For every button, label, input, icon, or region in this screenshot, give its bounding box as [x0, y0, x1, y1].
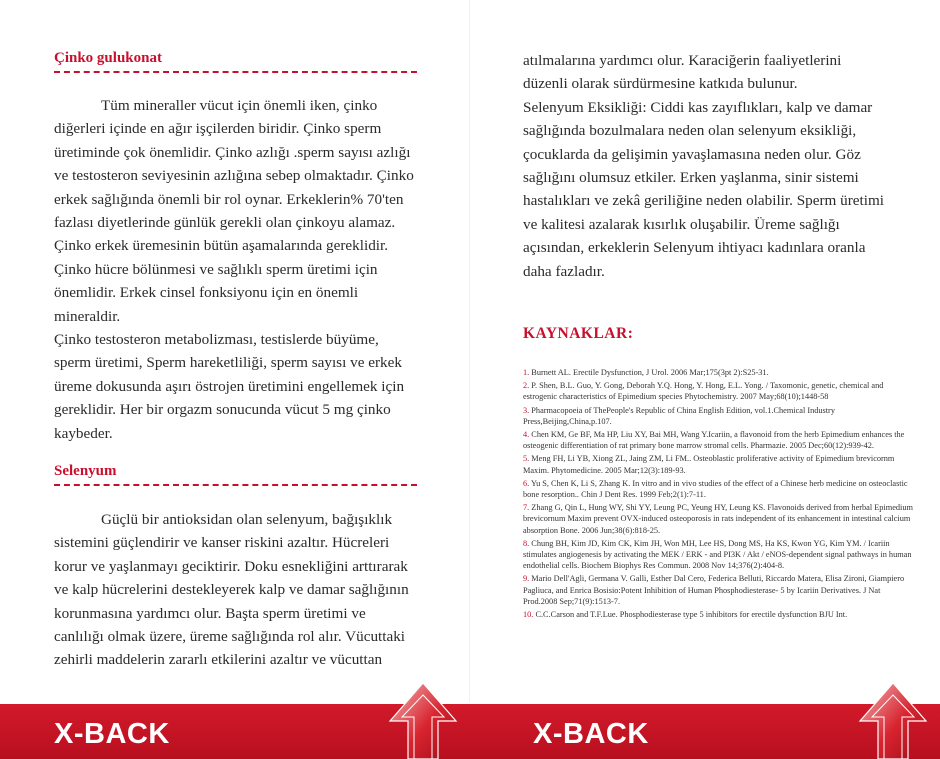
reference-item: 4. Chen KM, Ge BF, Ma HP, Liu XY, Bai MH, Wang Y.Icariin, a flavonoid from the herb Epimedium enhances the osteogenic differentiation of rat primary bone marrow stromal cells. Pharmazie. 2005 Dec;60(12):939-42.: [523, 430, 905, 451]
reference-item: 1. Burnett AL. Erectile Dysfunction, J Urol. 2006 Mar;175(3pt 2):S25-31.: [523, 368, 769, 377]
selenium-heading: Selenyum: [54, 463, 117, 479]
reference-item: 7. Zhang G, Qin L, Hung WY, Shi YY, Leung PC, Yeung HY, Leung KS. Flavonoids derived from herbal Epimedium brevicornum Maxim prevent OVX-induced osteoporosis in rats independent of its enhancement in intestinal calcium absorption Bone. 2006 Jun;38(6):818-25.: [523, 503, 913, 535]
selenium-body: [54, 508, 419, 672]
zinc-heading: Çinko gulukonat: [54, 50, 162, 66]
zinc-body: [54, 94, 419, 445]
zinc-paragraph: Tüm mineraller vücut için önemli iken, çinko diğerleri içinde en ağır işçilerden biridir. Çinko sperm üretiminde çok önemlidir. Çinko azlığı .sperm sayısı azlığı ve testosteron seviyesinin azlığına sebep olmaktadır. Çinko erkek sağlığında önemli bir rol oynar. Erkeklerin% 70'ten fazlası diyetlerinde günlük gerekli olan çinkoyu alamaz. Çinko erkek üremesinin bütün aşamalarında gereklidir. Çinko hücre bölünmesi ve sağlıklı sperm üretimi için önemlidir. Erkek cinsel fonksiyonu için en önemli mineraldir.: [54, 97, 414, 325]
references-title: KAYNAKLAR:: [523, 325, 634, 342]
references-list: [523, 367, 915, 622]
reference-item: 10. C.C.Carson and T.F.Lue. Phosphodiesterase type 5 inhibitors for erectile dysfunction BJU Int.: [523, 610, 848, 620]
zinc-heading-divider: [54, 71, 417, 73]
reference-item: 5. Meng FH, Li YB, Xiong ZL, Jaing ZM, Li FM.. Osteoblastic proliferative activity of Epimedium brevicornm Maxim. Phytomedicine. 2005 Mar;12(3):189-93.: [523, 454, 895, 475]
brand-logo-text: X-BACK: [54, 718, 170, 750]
selenium-continuation: [523, 49, 888, 283]
reference-item: 6. Yu S, Chen K, Li S, Zhang K. In vitro and in vivo studies of the effect of a Chinese herb medicine on osteoclastic bone resorption.. Chin J Dent Res. 1999 Feb;2(1):7-11.: [523, 478, 908, 500]
selenium-paragraph: Güçlü bir antioksidan olan selenyum, bağışıklık sistemini güçlendirir ve kanser riskini azaltır. Hücreleri korur ve yaşlanmayı geciktirir. Doku esnekliğini arttırarak ve kalp hücrelerini destekleyerek kalp ve damar sağlığının korunmasına yardımcı olur. Başta sperm üretimi ve canlılığı olmak üzere, üreme sağlığında rol alır. Vücuttaki zehirli maddelerin zararlı etkilerini azaltır ve vücuttan: [54, 511, 409, 669]
reference-item: 2. P. Shen, B.L. Guo, Y. Gong, Deborah Y.Q. Hong, Y. Hong, E.L. Yong. / Taxomonic, genetic, chemical and estrogenic characteristics of Epimedium species Phytochemistry. 2007 May;68(10);1448-58: [523, 381, 884, 402]
zinc-paragraph: Çinko testosteron metabolizması, testislerde büyüme, sperm üretimi, Sperm hareketliliği, sperm sayısı ve erkek üreme dokusunda aşırı östrojen üretimini engellemek için gereklidir. Her bir orgazm sonucunda vücut 5 mg çinko kaybeder.: [54, 331, 405, 442]
reference-item: 9. Mario Dell'Agli, Germana V. Galli, Esther Dal Cero, Federica Belluti, Riccardo Matera, Elisa Zironi, Giampiero Pagliuca, and Enrica Bosisio:Potent Inhibition of Human Phosphodiesterase- 5 by Icariin Derivatives. J Nat Prod.2008 Sep;71(9):1513-7.: [523, 574, 905, 606]
up-arrow-icon: [858, 681, 928, 759]
brand-logo-text: X-BACK: [533, 718, 649, 750]
reference-item: 3. Pharmacopoeia of ThePeople's Republic of China English Edition, vol.1.Chemical Industry Press,Beijing,China,p.107.: [523, 405, 835, 426]
reference-item: 8. Chung BH, Kim JD, Kim CK, Kim JH, Won MH, Lee HS, Dong MS, Ha KS, Kwon YG, Kim YM. / Icariin stimulates angiogenesis by activating the MEK / ERK - and PI3K / Akt / eNOS-dependent signal pathways in human endothelial cells. Biochem Biophys Res Commun. 2008 Nov 14;376(2):404-8.: [523, 538, 912, 571]
deficiency-paragraph: Selenyum Eksikliği: Ciddi kas zayıflıkları, kalp ve damar sağlığında bozulmalara neden olan selenyum eksikliği, çocuklarda da gelişimin yavaşlamasına neden olur. Göz sağlığını olumsuz etkiler. Erken yaşlanma, sinir sistemi hastalıkları ve zekâ geriliğine neden olabilir. Sperm üretimi ve kalitesi azalarak kısırlık oluşabilir. Üreme sağlığı açısından, erkeklerin Selenyum ihtiyacı kadınlara oranla daha fazladır.: [523, 98, 885, 280]
continuation-paragraph: atılmalarına yardımcı olur. Karaciğerin faaliyetlerini düzenli olarak sürdürmesine katkıda bulunur.: [523, 52, 842, 93]
selenium-heading-divider: [54, 484, 417, 486]
up-arrow-icon: [388, 681, 458, 759]
